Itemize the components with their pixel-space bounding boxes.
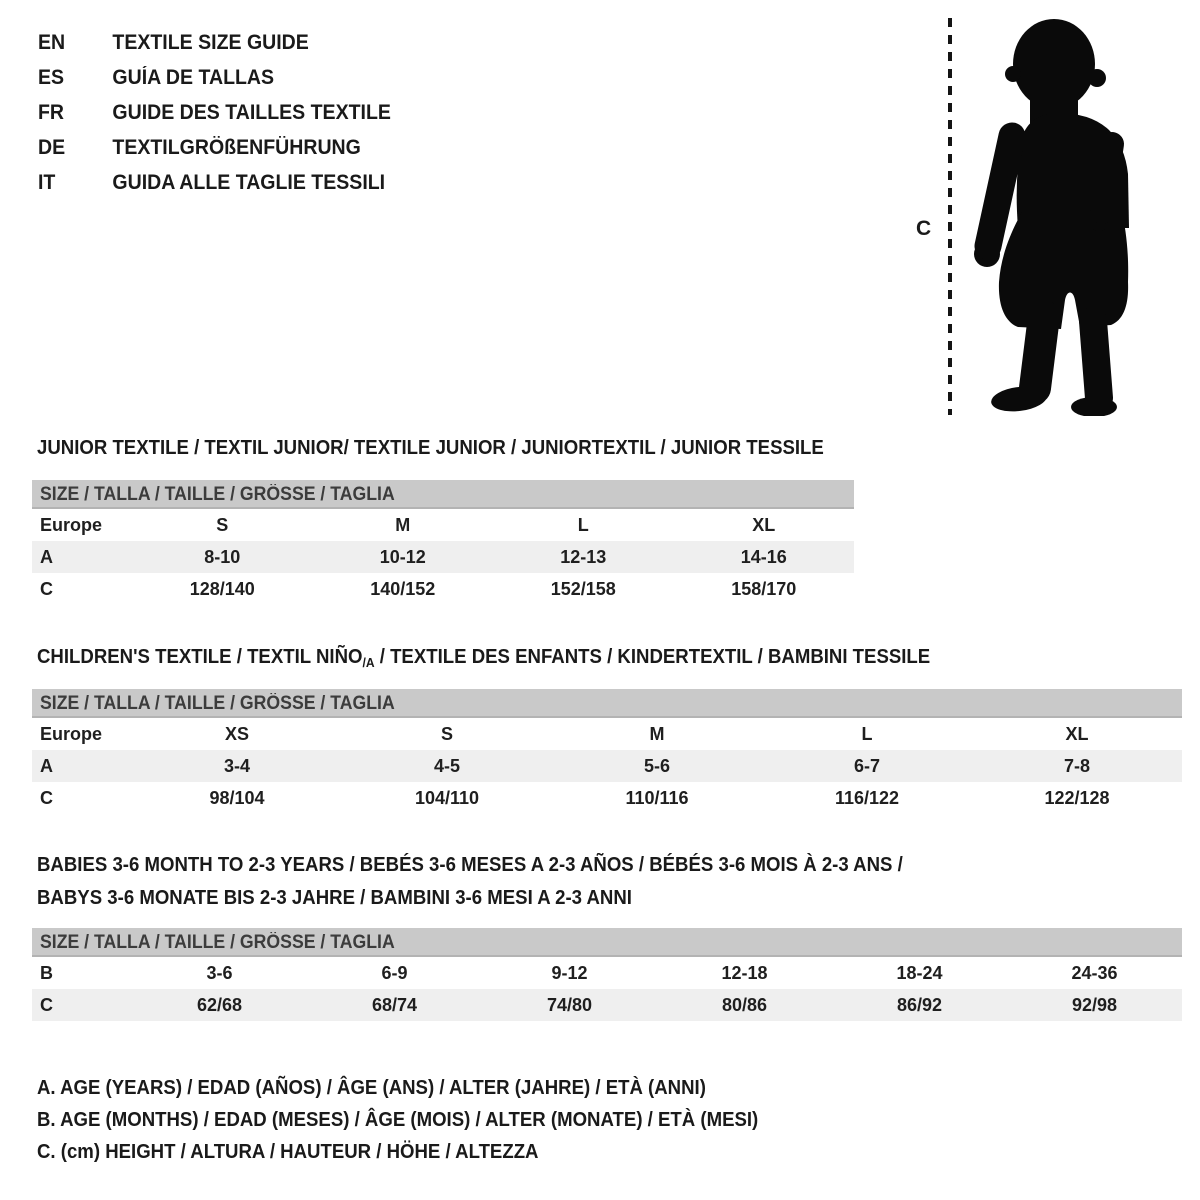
children-size-table — [32, 689, 1182, 814]
value-cell: 6-9 — [381, 962, 408, 983]
value-cell: 116/122 — [834, 787, 900, 808]
value-cell: 3-6 — [206, 962, 233, 983]
value-cell: 5-6 — [643, 755, 670, 776]
language-row — [38, 171, 391, 195]
size-header-bar — [32, 928, 1182, 957]
row-label-cell: Europe — [40, 514, 103, 535]
value-cell: 128/140 — [189, 578, 255, 599]
value-cell: L — [861, 723, 873, 744]
value-cell: S — [440, 723, 453, 744]
row-label-cell: B — [40, 962, 53, 983]
value-cell: 158/170 — [731, 578, 797, 599]
language-code: DE — [38, 136, 66, 159]
table-row — [32, 750, 1182, 782]
value-cell: 18-24 — [896, 962, 943, 983]
value-cell: 86/92 — [896, 994, 943, 1015]
language-code: ES — [38, 66, 65, 89]
size-header-bar — [32, 689, 1182, 718]
value-cell: 62/68 — [196, 994, 243, 1015]
size-header-label: SIZE / TALLA / TAILLE / GRÖSSE / TAGLIA — [40, 693, 395, 714]
language-code: IT — [38, 171, 56, 194]
language-row — [38, 136, 391, 160]
footnote-c: C. (cm) HEIGHT / ALTURA / HAUTEUR / HÖHE / ALTEZZA — [37, 1141, 539, 1163]
language-list — [38, 31, 417, 206]
children-title-part: / TEXTILE DES ENFANTS / KINDERTEXTIL / BAMBINI TESSILE — [374, 646, 931, 668]
language-title: TEXTILE SIZE GUIDE — [112, 31, 309, 54]
language-title: TEXTILGRÖßENFÜHRUNG — [112, 136, 361, 159]
value-cell: 110/116 — [625, 787, 689, 808]
value-cell: 14-16 — [740, 546, 787, 567]
babies-title-line1: BABIES 3-6 MONTH TO 2-3 YEARS / BEBÉS 3-6 MESES A 2-3 AÑOS / BÉBÉS 3-6 MOIS À 2-3 ANS / — [37, 854, 903, 876]
language-title: GUÍA DE TALLAS — [112, 66, 275, 89]
table-row — [32, 509, 854, 541]
value-cell: 9-12 — [551, 962, 588, 983]
value-cell: 92/98 — [1071, 994, 1118, 1015]
language-title: GUIDE DES TAILLES TEXTILE — [112, 101, 391, 124]
value-cell: 4-5 — [433, 755, 460, 776]
footnote-b: B. AGE (MONTHS) / EDAD (MESES) / ÂGE (MOIS) / ALTER (MONATE) / ETÀ (MESI) — [37, 1109, 759, 1131]
value-cell: 122/128 — [1044, 787, 1110, 808]
babies-section-title — [37, 849, 968, 915]
value-cell: L — [577, 514, 589, 535]
value-cell: 8-10 — [204, 546, 241, 567]
footnote-a: A. AGE (YEARS) / EDAD (AÑOS) / ÂGE (ANS) / ALTER (JAHRE) / ETÀ (ANNI) — [37, 1077, 706, 1099]
table-row — [32, 989, 1182, 1021]
value-cell: 80/86 — [721, 994, 768, 1015]
row-label-cell: A — [40, 755, 53, 776]
babies-size-table — [32, 928, 1182, 1021]
children-title-part: CHILDREN'S TEXTILE / TEXTIL NIÑO — [37, 646, 363, 668]
size-header-label: SIZE / TALLA / TAILLE / GRÖSSE / TAGLIA — [40, 484, 395, 505]
value-cell: 12-13 — [560, 546, 607, 567]
measure-label-c: C — [916, 217, 932, 240]
size-header-label: SIZE / TALLA / TAILLE / GRÖSSE / TAGLIA — [40, 932, 395, 953]
row-label-cell: A — [40, 546, 53, 567]
value-cell: XL — [752, 514, 776, 535]
toddler-silhouette-icon — [972, 16, 1140, 416]
row-label-cell: Europe — [40, 723, 103, 744]
value-cell: 104/110 — [414, 787, 480, 808]
row-label-cell: C — [40, 787, 53, 808]
value-cell: S — [216, 514, 229, 535]
value-cell: 7-8 — [1063, 755, 1090, 776]
value-cell: M — [395, 514, 411, 535]
value-cell: 12-18 — [721, 962, 768, 983]
value-cell: 3-4 — [223, 755, 250, 776]
junior-size-table — [32, 480, 854, 605]
children-title-subscript: /A — [362, 655, 375, 670]
value-cell: M — [649, 723, 665, 744]
value-cell: XL — [1065, 723, 1089, 744]
table-row — [32, 957, 1182, 989]
language-row — [38, 66, 391, 90]
table-row — [32, 541, 854, 573]
value-cell: 98/104 — [209, 787, 265, 808]
language-row — [38, 31, 391, 55]
row-label-cell: C — [40, 578, 53, 599]
language-title: GUIDA ALLE TAGLIE TESSILI — [112, 171, 386, 194]
language-code: EN — [38, 31, 66, 54]
babies-title-line2: BABYS 3-6 MONATE BIS 2-3 JAHRE / BAMBINI 3-6 MESI A 2-3 ANNI — [37, 887, 632, 909]
footnotes — [37, 1078, 813, 1174]
table-row — [32, 782, 1182, 814]
table-row — [32, 573, 854, 605]
value-cell: 24-36 — [1071, 962, 1118, 983]
row-label-cell: C — [40, 994, 53, 1015]
height-measure-line — [948, 18, 952, 415]
size-header-bar — [32, 480, 854, 509]
value-cell: 68/74 — [371, 994, 418, 1015]
table-row — [32, 718, 1182, 750]
children-section-title — [37, 646, 930, 674]
language-code: FR — [38, 101, 65, 124]
value-cell: 10-12 — [379, 546, 426, 567]
value-cell: 140/152 — [370, 578, 436, 599]
value-cell: XS — [224, 723, 249, 744]
junior-section-title: JUNIOR TEXTILE / TEXTIL JUNIOR/ TEXTILE JUNIOR / JUNIORTEXTIL / JUNIOR TESSILE — [37, 437, 824, 459]
value-cell: 6-7 — [853, 755, 880, 776]
language-row — [38, 101, 391, 125]
value-cell: 152/158 — [550, 578, 616, 599]
value-cell: 74/80 — [546, 994, 593, 1015]
